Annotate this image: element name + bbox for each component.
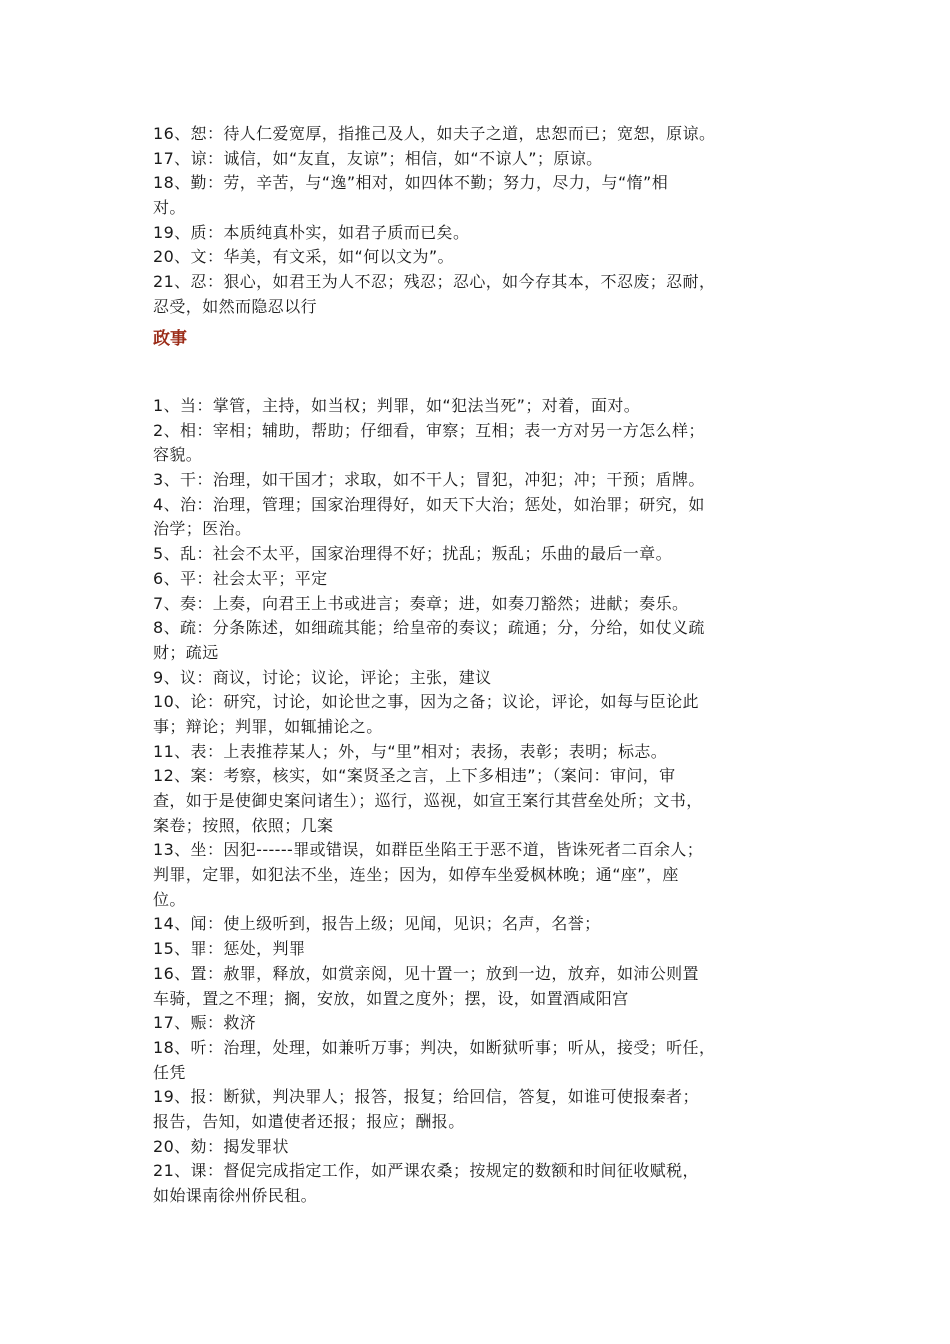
text-line: 11、表：上表推荐某人；外，与“里”相对；表扬，表彰；表明；标志。 xyxy=(153,741,668,761)
text-line: 对。 xyxy=(153,198,186,218)
text-line: 21、课：督促完成指定工作，如严课农桑；按规定的数额和时间征收赋税， xyxy=(153,1161,699,1181)
text-line: 20、文：华美，有文采，如“何以文为”。 xyxy=(153,247,454,267)
text-line: 8、疏：分条陈述，如细疏其能；给皇帝的奏议；疏通；分，分给，如仗义疏 xyxy=(153,618,705,638)
text-line: 报告，告知，如遣使者还报；报应；酬报。 xyxy=(153,1111,465,1131)
text-line: 15、罪：惩处，判罪 xyxy=(153,939,306,959)
text-line: 20、劾：揭发罪状 xyxy=(153,1136,289,1156)
text-line: 19、报：断狱，判决罪人；报答，报复；给回信，答复，如谁可使报秦者； xyxy=(153,1087,699,1107)
text-line: 判罪，定罪，如犯法不坐，连坐；因为，如停车坐爱枫林晚；通“座”，座 xyxy=(153,865,679,885)
text-line: 19、质：本质纯真朴实，如君子质而已矣。 xyxy=(153,222,470,242)
text-line: 位。 xyxy=(153,889,186,909)
text-line: 16、置：赦罪，释放，如赏亲阅，见十置一；放到一边，放弃，如沛公则置 xyxy=(153,963,699,983)
text-line: 17、谅：诚信，如“友直，友谅”；相信，如“不谅人”；原谅。 xyxy=(153,148,603,168)
text-line: 5、乱：社会不太平，国家治理得不好；扰乱；叛乱；乐曲的最后一章。 xyxy=(153,544,672,564)
text-line: 3、干：治理，如干国才；求取，如不干人；冒犯，冲犯；冲；干预；盾牌。 xyxy=(153,470,705,490)
text-line: 财；疏远 xyxy=(153,642,219,662)
text-line: 13、坐：因犯------罪或错误，如群臣坐陷王于恶不道，皆诛死者二百余人； xyxy=(153,840,704,860)
section-virtues-continued xyxy=(153,122,803,320)
text-line: 治学；医治。 xyxy=(153,519,252,539)
text-line: 容貌。 xyxy=(153,445,203,465)
section-politics xyxy=(153,394,803,1209)
text-line: 6、平：社会太平；平定 xyxy=(153,568,328,588)
text-line: 18、听：治理，处理，如兼听万事；判决，如断狱听事；听从，接受；听任， xyxy=(153,1037,716,1057)
text-line: 9、议：商议，讨论；议论，评论；主张，建议 xyxy=(153,667,492,687)
text-line: 案卷；按照，依照；几案 xyxy=(153,815,334,835)
text-line: 17、赈：救济 xyxy=(153,1013,257,1033)
text-line: 16、恕：待人仁爱宽厚，指推己及人，如夫子之道，忠恕而已；宽恕，原谅。 xyxy=(153,124,716,143)
text-line: 1、当：掌管，主持，如当权；判罪，如“犯法当死”；对着，面对。 xyxy=(153,396,641,415)
text-line: 2、相：宰相；辅助，帮助；仔细看，审察；互相；表一方对另一方怎么样； xyxy=(153,420,705,440)
text-line: 18、勤：劳，辛苦，与“逸”相对，如四体不勤；努力，尽力，与“惰”相 xyxy=(153,173,669,193)
section-heading: 政事 xyxy=(153,329,187,349)
text-line: 7、奏：上奏，向君王上书或进言；奏章；进，如奏刀豁然；进献；奏乐。 xyxy=(153,593,689,613)
text-line: 12、案：考察，核实，如“案贤圣之言，上下多相违”；（案问：审问，审 xyxy=(153,766,676,786)
text-line: 事；辩论；判罪，如辄捕论之。 xyxy=(153,716,383,736)
text-line: 查，如于是使御史案问诸生）；巡行，巡视，如宣王案行其营垒处所；文书， xyxy=(153,791,703,810)
text-line: 如始课南徐州侨民租。 xyxy=(153,1186,318,1205)
text-line: 4、治：治理，管理；国家治理得好，如天下大治；惩处，如治罪；研究，如 xyxy=(153,494,705,514)
text-line: 21、忍：狠心，如君王为人不忍；残忍；忍心，如今存其本，不忍废；忍耐， xyxy=(153,272,716,292)
text-line: 任凭 xyxy=(153,1062,186,1082)
text-line: 14、闻：使上级听到，报告上级；见闻，见识；名声，名誉； xyxy=(153,914,601,934)
text-line: 忍受，如然而隐忍以行 xyxy=(153,296,318,316)
text-line: 车骑，置之不理；搁，安放，如置之度外；摆，设，如置酒咸阳宫 xyxy=(153,988,629,1008)
text-line: 10、论：研究，讨论，如论世之事，因为之备；议论，评论，如每与臣论此 xyxy=(153,692,699,712)
